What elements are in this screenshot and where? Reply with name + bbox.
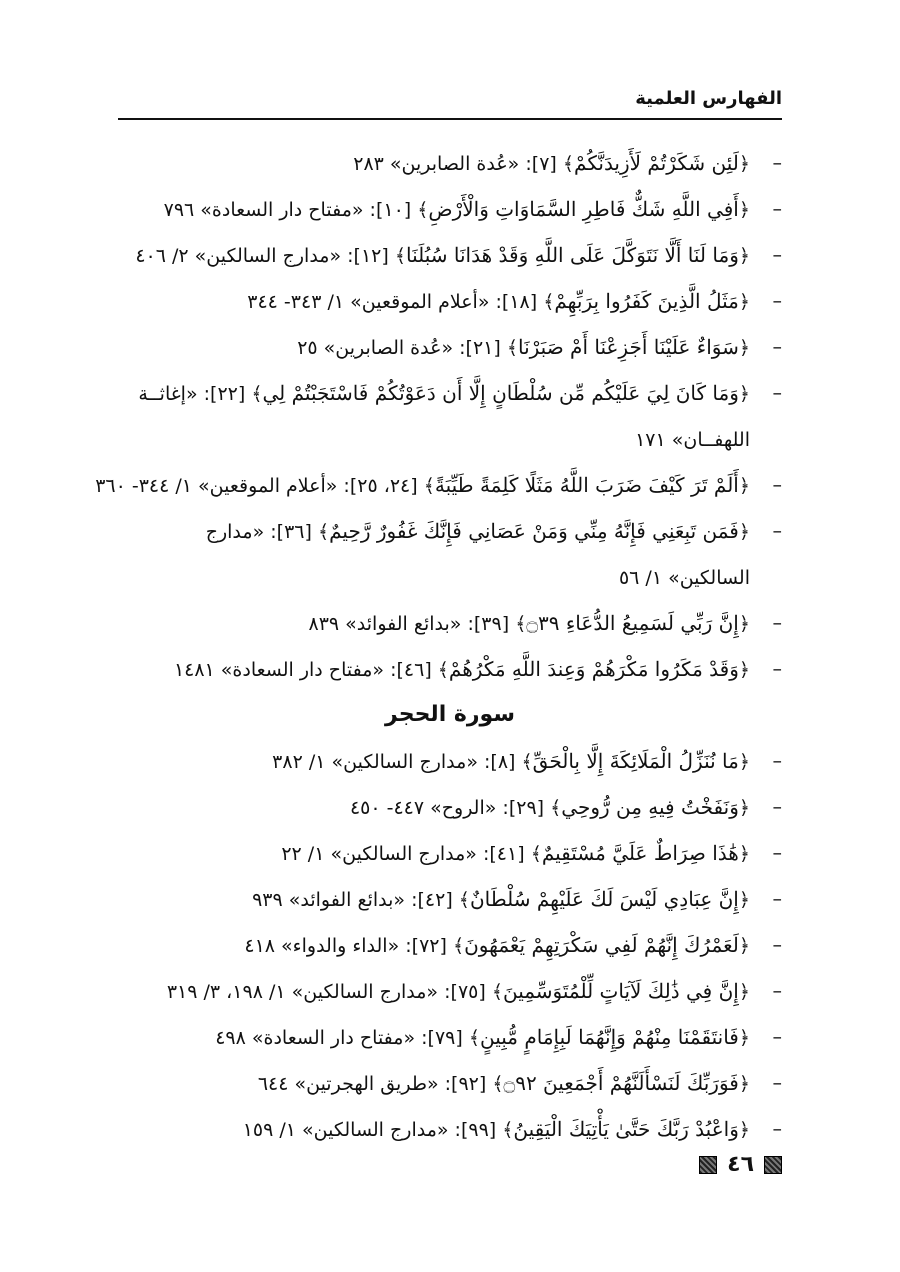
ornate-bracket-close: ﴾ bbox=[521, 751, 533, 773]
entry-dash: – bbox=[772, 750, 782, 772]
ornate-bracket-close: ﴾ bbox=[452, 935, 465, 957]
ayah-text: سَوَاءٌ عَلَيْنَا أَجَزِعْنَا أَمْ صَبَرْنَا bbox=[517, 335, 739, 359]
entry-dash: – bbox=[772, 244, 782, 266]
index-entry bbox=[118, 278, 782, 324]
ornate-bracket-open: ﴿ bbox=[738, 291, 750, 313]
entries-group-ibrahim bbox=[95, 140, 782, 692]
ayah-text: وَمَا كَانَ لِيَ عَلَيْكُم مِّن سُلْطَانٍ إِلَّا أَن دَعَوْتُكُمْ فَاسْتَجَبْتُمْ لِي bbox=[262, 381, 739, 405]
entry-dash: – bbox=[772, 658, 782, 680]
index-entries bbox=[95, 140, 782, 1152]
verse-ref: [٢٤، ٢٥]: bbox=[343, 475, 418, 497]
verse-ref: [٢١]: bbox=[459, 337, 501, 359]
ornate-bracket-open: ﴿ bbox=[738, 1027, 750, 1049]
ornate-bracket-close: ﴾ bbox=[530, 843, 542, 865]
ornate-bracket-open: ﴿ bbox=[738, 659, 750, 681]
entry-dash: – bbox=[772, 290, 782, 312]
index-entry bbox=[118, 324, 782, 370]
ornate-bracket-close: ﴾ bbox=[506, 337, 518, 359]
entry-dash: – bbox=[772, 842, 782, 864]
index-entry bbox=[118, 370, 782, 462]
source-citation: «مدارج السالكين» ١/ ١٥٩ bbox=[242, 1119, 449, 1141]
source-citation: «مفتاح دار السعادة» ٤٩٨ bbox=[215, 1027, 416, 1049]
ornate-bracket-close: ﴾ bbox=[317, 521, 330, 543]
index-entry bbox=[118, 600, 782, 646]
entry-dash: – bbox=[772, 1118, 782, 1140]
ornate-bracket-close: ﴾ bbox=[423, 475, 435, 497]
entry-dash: – bbox=[772, 1026, 782, 1048]
ayah-text: إِنَّ فِي ذَٰلِكَ لَآيَاتٍ لِّلْمُتَوَسِّمِينَ bbox=[502, 979, 739, 1003]
source-citation: «إغاثــة اللهفــان» ١٧١ bbox=[138, 383, 750, 451]
ornate-bracket-close: ﴾ bbox=[417, 199, 429, 221]
entry-dash: – bbox=[772, 980, 782, 1002]
source-citation: «بدائع الفوائد» ٨٣٩ bbox=[308, 613, 462, 635]
source-citation: «مدارج السالكين» ١/ ٢٢ bbox=[281, 843, 477, 865]
index-entry bbox=[118, 738, 782, 784]
ornate-bracket-open: ﴿ bbox=[738, 797, 750, 819]
entry-dash: – bbox=[772, 198, 782, 220]
index-entry bbox=[118, 186, 782, 232]
source-citation: «مدارج السالكين» ١/ ٣٨٢ bbox=[272, 751, 478, 773]
entry-dash: – bbox=[772, 382, 782, 404]
ornate-bracket-open: ﴿ bbox=[738, 153, 750, 175]
ornate-bracket-open: ﴿ bbox=[738, 383, 750, 405]
ornate-bracket-open: ﴿ bbox=[738, 751, 750, 773]
ornate-bracket-close: ﴾ bbox=[515, 613, 527, 635]
ayah-text: فَمَن تَبِعَنِي فَإِنَّهُ مِنِّي وَمَنْ عَصَانِي فَإِنَّكَ غَفُورٌ رَّحِيمٌ bbox=[329, 519, 739, 543]
ayah-text: فَوَرَبِّكَ لَنَسْأَلَنَّهُمْ أَجْمَعِينَ ۝٩٢ bbox=[503, 1071, 739, 1095]
ayah-text: وَنَفَخْتُ فِيهِ مِن رُّوحِي bbox=[561, 795, 739, 819]
page-footer bbox=[699, 1152, 782, 1177]
index-entry bbox=[118, 968, 782, 1014]
verse-ref: [٧]: bbox=[525, 153, 557, 175]
entry-dash: – bbox=[772, 152, 782, 174]
verse-ref: [٩٢]: bbox=[444, 1073, 487, 1095]
ornate-bracket-close: ﴾ bbox=[502, 1119, 514, 1141]
ornate-bracket-open: ﴿ bbox=[738, 889, 750, 911]
ayah-text: فَانتَقَمْنَا مِنْهُمْ وَإِنَّهُمَا لَبِإِمَامٍ مُّبِينٍ bbox=[480, 1025, 739, 1049]
entry-dash: – bbox=[772, 520, 782, 542]
ornate-bracket-close: ﴾ bbox=[543, 291, 555, 313]
source-citation: «مفتاح دار السعادة» ٧٩٦ bbox=[163, 199, 364, 221]
ornate-bracket-open: ﴿ bbox=[738, 521, 750, 543]
index-entry bbox=[118, 1106, 782, 1152]
ayah-text: هَٰذَا صِرَاطٌ عَلَيَّ مُسْتَقِيمٌ bbox=[541, 841, 739, 865]
source-citation: «أعلام الموقعين» ١/ ٣٤٤- ٣٦٠ bbox=[95, 475, 338, 497]
entry-dash: – bbox=[772, 474, 782, 496]
ayah-text: لَئِن شَكَرْتُمْ لَأَزِيدَنَّكُمْ bbox=[574, 151, 739, 175]
ornate-bracket-open: ﴿ bbox=[738, 1119, 750, 1141]
ornate-bracket-close: ﴾ bbox=[468, 1027, 480, 1049]
running-head: الفهارس العلمية bbox=[635, 88, 782, 109]
page-number: ٤٦ bbox=[727, 1152, 754, 1177]
index-entry bbox=[118, 830, 782, 876]
ornate-bracket-close: ﴾ bbox=[550, 797, 562, 819]
ayah-text: إِنَّ رَبِّي لَسَمِيعُ الدُّعَاءِ ۝٣٩ bbox=[526, 611, 739, 635]
verse-ref: [٧٢]: bbox=[405, 935, 447, 957]
verse-ref: [٤٦]: bbox=[390, 659, 432, 681]
ornate-bracket-close: ﴾ bbox=[492, 1073, 504, 1095]
ornate-bracket-close: ﴾ bbox=[458, 889, 470, 911]
verse-ref: [٨]: bbox=[484, 751, 516, 773]
source-citation: «عُدة الصابرين» ٢٥ bbox=[297, 337, 454, 359]
verse-ref: [٩٩]: bbox=[454, 1119, 497, 1141]
source-citation: «طريق الهجرتين» ٦٤٤ bbox=[257, 1073, 439, 1095]
ayah-text: وَقَدْ مَكَرُوا مَكْرَهُمْ وَعِندَ اللَّهِ مَكْرُهُمْ bbox=[448, 657, 739, 681]
source-citation: «أعلام الموقعين» ١/ ٣٤٣- ٣٤٤ bbox=[247, 291, 490, 313]
ornate-bracket-close: ﴾ bbox=[394, 245, 406, 267]
source-citation: «الروح» ٤٤٧- ٤٥٠ bbox=[349, 797, 497, 819]
entry-dash: – bbox=[772, 796, 782, 818]
verse-ref: [٢٢]: bbox=[203, 383, 246, 405]
index-entry bbox=[118, 922, 782, 968]
ornament-icon bbox=[699, 1156, 717, 1174]
verse-ref: [٤١]: bbox=[482, 843, 525, 865]
verse-ref: [٤٢]: bbox=[411, 889, 453, 911]
verse-ref: [٧٩]: bbox=[421, 1027, 463, 1049]
ornate-bracket-open: ﴿ bbox=[738, 981, 750, 1003]
ornate-bracket-open: ﴿ bbox=[738, 245, 750, 267]
index-entry bbox=[118, 232, 782, 278]
surah-heading: سورة الحجر bbox=[385, 702, 515, 727]
ayah-text: وَاعْبُدْ رَبَّكَ حَتَّىٰ يَأْتِيَكَ الْيَقِينُ bbox=[513, 1117, 739, 1141]
entry-dash: – bbox=[772, 1072, 782, 1094]
verse-ref: [٣٩]: bbox=[467, 613, 510, 635]
source-citation: «عُدة الصابرين» ٢٨٣ bbox=[353, 153, 520, 175]
verse-ref: [١٨]: bbox=[495, 291, 538, 313]
source-citation: «مدارج السالكين» ١/ ٥٦ bbox=[205, 521, 750, 589]
entry-dash: – bbox=[772, 336, 782, 358]
index-entry bbox=[118, 508, 782, 600]
verse-ref: [١٢]: bbox=[347, 245, 389, 267]
ayah-text: لَعَمْرُكَ إِنَّهُمْ لَفِي سَكْرَتِهِمْ يَعْمَهُونَ bbox=[464, 933, 739, 957]
ayah-text: إِنَّ عِبَادِي لَيْسَ لَكَ عَلَيْهِمْ سُلْطَانٌ bbox=[469, 887, 739, 911]
ornate-bracket-open: ﴿ bbox=[738, 1073, 750, 1095]
ornate-bracket-close: ﴾ bbox=[491, 981, 503, 1003]
index-entry bbox=[118, 784, 782, 830]
index-entry bbox=[118, 646, 782, 692]
index-entry bbox=[118, 876, 782, 922]
entries-group-hijr bbox=[118, 738, 782, 1152]
verse-ref: [٧٥]: bbox=[444, 981, 486, 1003]
ornament-icon bbox=[764, 1156, 782, 1174]
verse-ref: [٣٦]: bbox=[270, 521, 312, 543]
entry-dash: – bbox=[772, 612, 782, 634]
header-rule bbox=[118, 118, 782, 120]
ornate-bracket-open: ﴿ bbox=[738, 613, 750, 635]
source-citation: «مدارج السالكين» ١/ ١٩٨، ٣/ ٣١٩ bbox=[166, 981, 439, 1003]
ornate-bracket-open: ﴿ bbox=[738, 199, 750, 221]
source-citation: «مدارج السالكين» ٢/ ٤٠٦ bbox=[135, 245, 342, 267]
ornate-bracket-open: ﴿ bbox=[738, 475, 750, 497]
ayah-text: أَفِي اللَّهِ شَكٌّ فَاطِرِ السَّمَاوَاتِ وَالْأَرْضِ bbox=[428, 197, 739, 221]
verse-ref: [١٠]: bbox=[369, 199, 412, 221]
source-citation: «بدائع الفوائد» ٩٣٩ bbox=[252, 889, 406, 911]
source-citation: «مفتاح دار السعادة» ١٤٨١ bbox=[173, 659, 385, 681]
ornate-bracket-open: ﴿ bbox=[738, 935, 750, 957]
index-entry bbox=[118, 1060, 782, 1106]
ayah-text: مَا نُنَزِّلُ الْمَلَائِكَةَ إِلَّا بِالْحَقِّ bbox=[532, 749, 739, 773]
ornate-bracket-close: ﴾ bbox=[562, 153, 575, 175]
index-entry bbox=[118, 140, 782, 186]
ayah-text: وَمَا لَنَا أَلَّا نَتَوَكَّلَ عَلَى اللَّهِ وَقَدْ هَدَانَا سُبُلَنَا bbox=[406, 243, 739, 267]
ornate-bracket-close: ﴾ bbox=[437, 659, 449, 681]
entry-dash: – bbox=[772, 888, 782, 910]
ayah-text: مَثَلُ الَّذِينَ كَفَرُوا بِرَبِّهِمْ bbox=[554, 289, 739, 313]
ornate-bracket-close: ﴾ bbox=[251, 383, 263, 405]
index-entry bbox=[95, 462, 782, 508]
verse-ref: [٢٩]: bbox=[502, 797, 545, 819]
ornate-bracket-open: ﴿ bbox=[738, 337, 750, 359]
ayah-text: أَلَمْ تَرَ كَيْفَ ضَرَبَ اللَّهُ مَثَلًا كَلِمَةً طَيِّبَةً bbox=[434, 473, 739, 497]
source-citation: «الداء والدواء» ٤١٨ bbox=[244, 935, 400, 957]
ornate-bracket-open: ﴿ bbox=[738, 843, 750, 865]
entry-dash: – bbox=[772, 934, 782, 956]
index-entry bbox=[118, 1014, 782, 1060]
